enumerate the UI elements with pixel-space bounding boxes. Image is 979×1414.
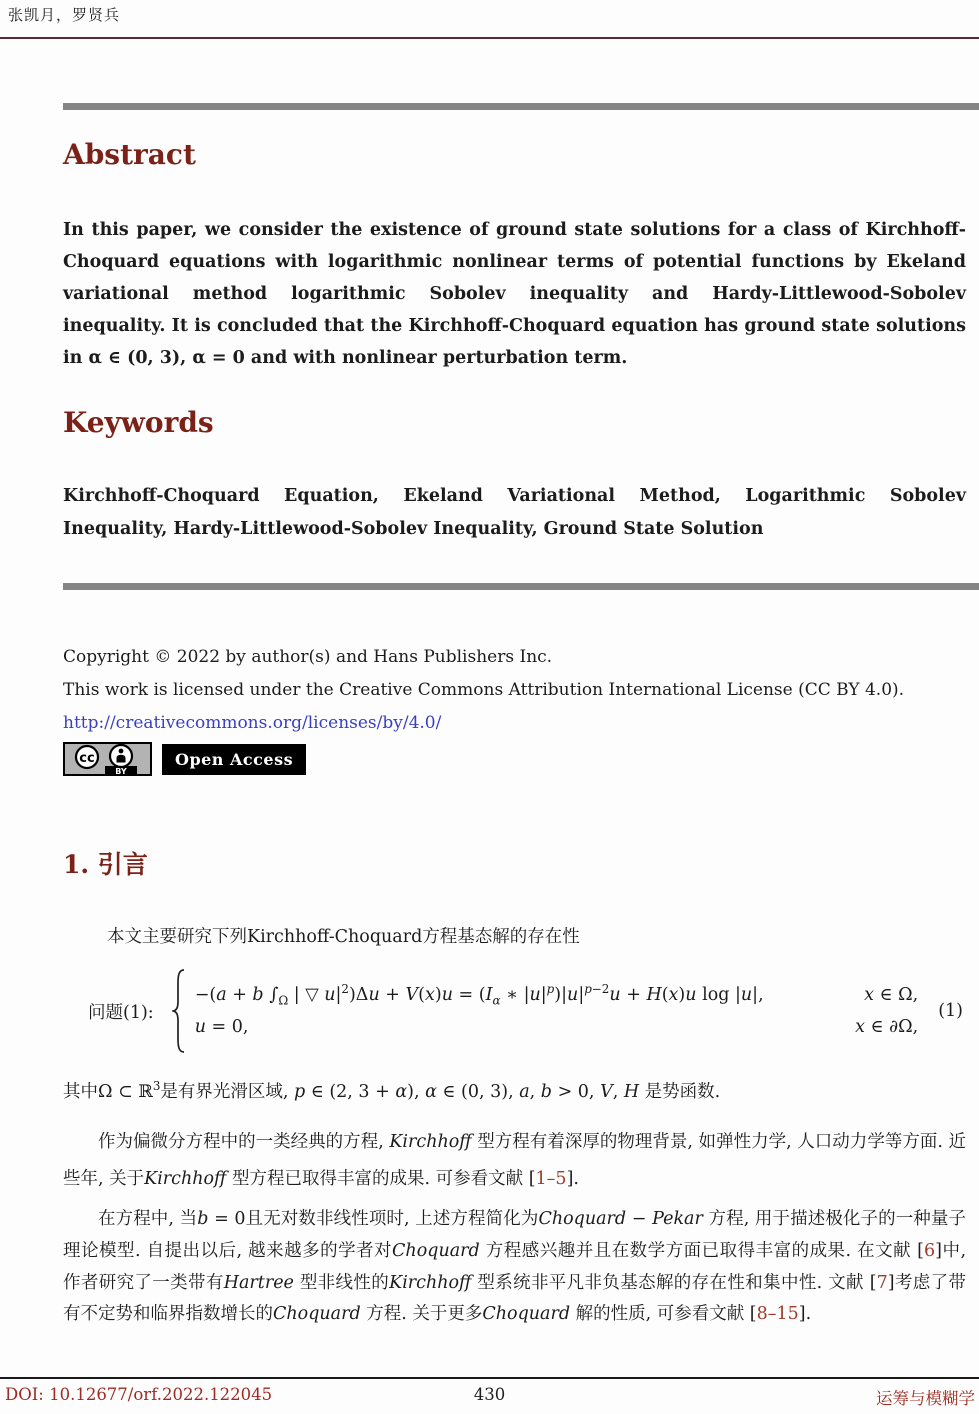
abstract-body: In this paper, we consider the existence of ground state solutions for a class of Kirchhoff-Choquard equations with logarithmic nonlinear terms of potential functions by Ekeland variational method logarithmic Sobolev inequality and Hardy-Littlewood-Sobolev inequality. It is concluded that the Kirchhoff-Choquard equation has ground state solutions in α ∈ (0, 3), α = 0 and with nonlinear perturbation term. bbox=[63, 220, 966, 368]
cc-by-badge-icon[interactable] bbox=[63, 742, 152, 776]
footer-doi: DOI: 10.12677/orf.2022.122045 bbox=[5, 1385, 273, 1404]
license-badges bbox=[63, 742, 306, 776]
section-divider-bar-bottom bbox=[63, 583, 979, 590]
keywords-heading: Keywords bbox=[63, 406, 214, 439]
running-head-authors: 张凯月，罗贤兵 bbox=[8, 6, 121, 24]
footer-page-number: 430 bbox=[473, 1385, 506, 1404]
equation-lines bbox=[194, 982, 919, 1037]
equation-problem-label: 问题(1): bbox=[88, 1002, 154, 1023]
choquard-background-paragraph: 在方程中, 当b = 0且无对数非线性项时, 上述方程简化为Choquard − Pekar 方程, 用于描述极化子的一种量子理论模型. 自提出以后, 越来越多的学者对Choquard 方程感兴趣并且在数学方面已取得丰富的成果. 在文献 [6]中, 作者研究了一类带有Hartree 型非线性的Kirchhoff 型系统非平凡非负基态解的存在性和集中性. 文献 [7]考虑了带有不定势和临界指数增长的Choquard 方程. 关于更多Choquard 解的性质, 可参看文献 [8–15]. bbox=[63, 1209, 967, 1325]
section-1-intro-paragraph: 本文主要研究下列Kirchhoff-Choquard方程基态解的存在性 bbox=[107, 927, 580, 947]
cc-by-label: BY bbox=[115, 767, 127, 776]
copyright-line: Copyright © 2022 by author(s) and Hans Publishers Inc. bbox=[63, 647, 553, 667]
section-1-heading: 1. 引言 bbox=[63, 850, 148, 879]
section-divider-bar-top bbox=[63, 103, 979, 110]
license-block bbox=[63, 641, 904, 740]
keywords-body: Kirchhoff-Choquard Equation, Ekeland Variational Method, Logarithmic Sobolev Inequality, Hardy-Littlewood-Sobolev Inequality, Ground State Solution bbox=[63, 486, 966, 539]
page-footer bbox=[0, 1385, 979, 1409]
license-line: This work is licensed under the Creative Commons Attribution International License (CC BY 4.0). bbox=[63, 680, 905, 700]
open-access-badge[interactable]: Open Access bbox=[162, 744, 306, 775]
equation-line-2-math: u = 0, bbox=[194, 1017, 249, 1037]
equation-line-1-math: −(a + b $\int_\Omega$ | ▽ $u|^2)\Delta u + V(x)u = (I_\alpha$ ∗ $|u|^p)|u|^{p-2}u + H(x)u$ log |u|, bbox=[194, 982, 764, 1008]
license-link[interactable]: http://creativecommons.org/licenses/by/4.0/ bbox=[63, 713, 442, 733]
abstract-heading: Abstract bbox=[63, 138, 196, 171]
kirchhoff-background-paragraph: 作为偏微分方程中的一类经典的方程, Kirchhoff 型方程有着深厚的物理背景, 如弹性力学, 人口动力学等方面. 近些年, 关于Kirchhoff 型方程已取得丰富的成果. 可参看文献 [1–5]. bbox=[63, 1132, 967, 1189]
footer-journal-name: 运筹与模糊学 bbox=[876, 1389, 975, 1408]
equation-line-1-domain: x ∈ Ω, bbox=[864, 985, 919, 1005]
header-rule bbox=[0, 37, 979, 39]
equation-number: (1) bbox=[938, 1001, 963, 1021]
equation-line-2-domain: x ∈ ∂Ω, bbox=[855, 1017, 919, 1037]
equation-1 bbox=[88, 968, 963, 1054]
equation-line-1 bbox=[194, 982, 919, 1008]
domain-description-paragraph: 其中Ω ⊂ ℝ$^3$是有界光滑区域, p ∈ (2, 3 + α), α ∈ (0, 3), a, b > 0, V, H 是势函数. bbox=[63, 1079, 721, 1102]
equation-line-2 bbox=[195, 1017, 919, 1037]
svg-text:cc: cc bbox=[79, 751, 95, 766]
footer-rule bbox=[0, 1377, 979, 1379]
equation-left-brace bbox=[172, 968, 187, 1054]
